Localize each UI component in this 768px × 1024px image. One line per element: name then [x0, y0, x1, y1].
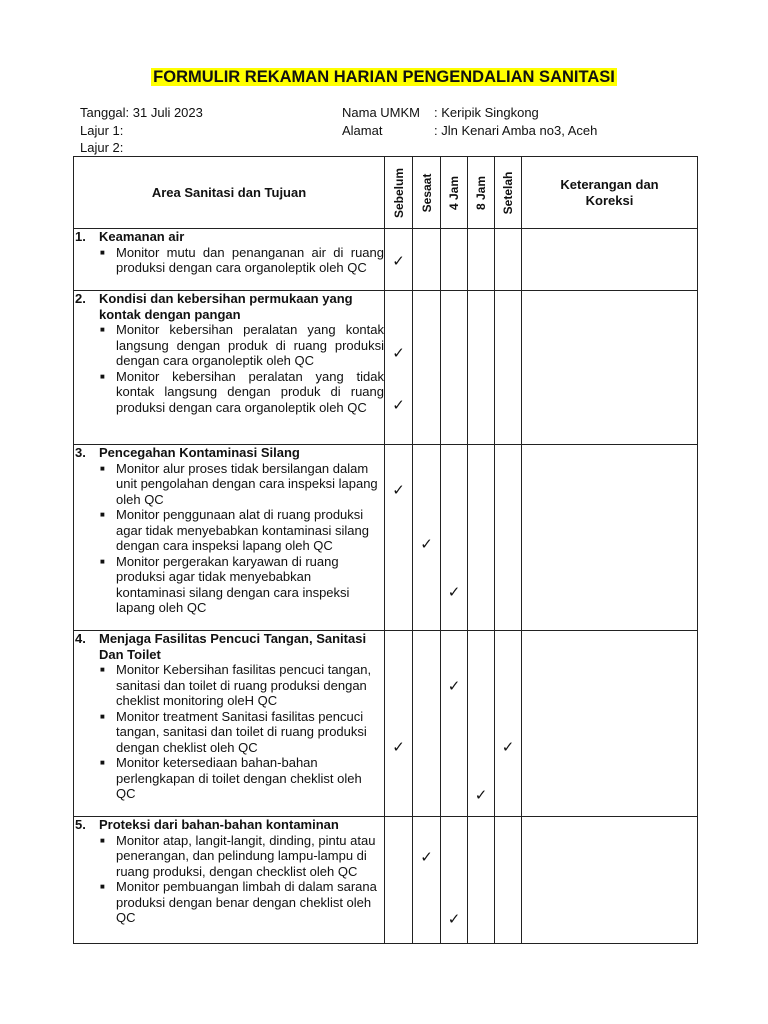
check-cell[interactable]	[441, 229, 468, 291]
check-cell[interactable]	[385, 817, 413, 944]
check-cell[interactable]	[441, 817, 468, 944]
check-cell[interactable]	[413, 229, 441, 291]
table-header-row	[74, 157, 698, 229]
list-item: Monitor alur proses tidak bersilangan dalam unit pengolahan dengan cara inspeksi lapang oleh QC	[116, 460, 378, 507]
check-cell[interactable]	[468, 291, 495, 445]
nama-umkm-label: Nama UMKM	[342, 105, 421, 120]
list-item: Monitor kebersihan peralatan yang kontak langsung dengan produk di ruang produksi dengan cara organoleptik oleh QC	[116, 322, 384, 368]
checkmark-icon: ✓	[447, 677, 461, 695]
tanggal-text: Tanggal: 31 Juli 2023	[80, 105, 203, 120]
list-item: Monitor penggunaan alat di ruang produksi agar tidak menyebabkan kontaminasi silang dengan cara inspeksi lapang oleh QC	[116, 507, 369, 553]
check-cell[interactable]	[385, 631, 413, 817]
section-5-title: Proteksi dari bahan-bahan kontaminan	[99, 817, 339, 832]
section-3-title: Pencegahan Kontaminasi Silang	[99, 445, 300, 460]
checkmark-icon: ✓	[392, 344, 405, 362]
list-item: Monitor Kebersihan fasilitas pencuci tangan, sanitasi dan toilet di ruang produksi dengan cheklist monitoring oleH QC	[116, 662, 372, 708]
check-cell[interactable]	[495, 229, 522, 291]
check-cell[interactable]	[413, 445, 441, 631]
table-row	[74, 445, 698, 631]
col-8jam-header: 8 Jam	[468, 157, 495, 229]
keterangan-cell[interactable]	[522, 445, 698, 631]
check-cell[interactable]	[413, 291, 441, 445]
check-cell[interactable]	[385, 445, 413, 631]
list-item: Monitor atap, langit-langit, dinding, pintu atau penerangan, dan pelindung lampu-lampu di ruang produksi, dengan checklist oleh QC	[116, 832, 376, 879]
section-4-desc: 4. Menjaga Fasilitas Pencuci Tangan, Sanitasi Dan Toilet ■ Monitor Kebersihan fasilitas pencuci tangan, sanitasi dan toilet di ruang produksi dengan cheklist monitoring oleH QC ■ Monitor treatment Sanitasi fasilitas pencuci tangan, sanitasi dan toilet di ruang produksi dengan cheklist oleh QC ■ Monitor ketersediaan bahan-bahan perlengkapan di toilet dengan cheklist oleh QC	[74, 631, 385, 817]
check-cell[interactable]	[495, 291, 522, 445]
list-item: Monitor ketersediaan bahan-bahan perlengkapan di toilet dengan cheklist oleh QC	[116, 755, 362, 801]
checkmark-icon: ✓	[447, 583, 461, 601]
check-cell[interactable]	[385, 291, 413, 445]
checkmark-icon: ✓	[420, 535, 433, 553]
section-4-title: Menjaga Fasilitas Pencuci Tangan, Sanitasi Dan Toilet	[99, 631, 367, 662]
check-cell[interactable]	[495, 817, 522, 944]
section-1-title: Keamanan air	[99, 229, 185, 244]
section-5-desc: 5. Proteksi dari bahan-bahan kontaminan ■ Monitor atap, langit-langit, dinding, pintu atau penerangan, dan pelindung lampu-lampu di ruang produksi, dengan checklist oleh QC ■ Monitor pembuangan limbah di dalam sarana produksi dengan benar dengan cheklist oleh QC	[74, 817, 385, 944]
keterangan-cell[interactable]	[522, 291, 698, 445]
checkmark-icon: ✓	[392, 396, 405, 414]
keterangan-cell[interactable]	[522, 631, 698, 817]
col-sebelum-header: Sebelum	[385, 157, 413, 229]
checkmark-icon: ✓	[501, 738, 515, 756]
sanitation-table	[73, 156, 698, 944]
checkmark-icon: ✓	[392, 252, 405, 270]
alamat-label: Alamat	[342, 123, 383, 138]
section-1-desc: 1. Keamanan air ■ Monitor mutu dan penanganan air di ruang produksi dengan cara organoleptik oleh QC	[74, 229, 385, 291]
check-cell[interactable]	[495, 445, 522, 631]
checkmark-icon: ✓	[392, 738, 405, 756]
nama-umkm-value: : Keripik Singkong	[434, 105, 539, 120]
list-item: Monitor treatment Sanitasi fasilitas pencuci tangan, sanitasi dan toilet di ruang produksi dengan cheklist oleh QC	[116, 708, 367, 755]
check-cell[interactable]	[441, 631, 468, 817]
col-keterangan-header: Keterangan dan Koreksi	[522, 157, 698, 229]
alamat-value: : Jln Kenari Amba no3, Aceh	[434, 123, 598, 138]
table-row	[74, 291, 698, 445]
check-cell[interactable]	[468, 817, 495, 944]
form-title: FORMULIR REKAMAN HARIAN PENGENDALIAN SANITASI	[153, 68, 615, 86]
checkmark-icon: ✓	[447, 910, 461, 928]
section-2-title: Kondisi dan kebersihan permukaan yang kontak dengan pangan	[99, 291, 353, 322]
checkmark-icon: ✓	[392, 481, 405, 499]
table-row	[74, 631, 698, 817]
list-item: Monitor mutu dan penanganan air di ruang produksi dengan cara organoleptik oleh QC	[116, 244, 384, 275]
col-4jam-header: 4 Jam	[441, 157, 468, 229]
keterangan-cell[interactable]	[522, 817, 698, 944]
check-cell[interactable]	[413, 631, 441, 817]
check-cell[interactable]	[441, 291, 468, 445]
keterangan-cell[interactable]	[522, 229, 698, 291]
list-item: Monitor pergerakan karyawan di ruang produksi agar tidak menyebabkan kontaminasi silang dengan cara inspeksi lapang oleh QC	[116, 553, 350, 615]
list-item: Monitor pembuangan limbah di dalam sarana produksi dengan benar dengan cheklist oleh QC	[116, 879, 377, 925]
lajur2-text: Lajur 2:	[80, 140, 124, 155]
lajur1-text: Lajur 1:	[80, 123, 124, 138]
checkmark-icon: ✓	[420, 848, 433, 866]
col-setelah-header: Setelah	[495, 157, 522, 229]
check-cell[interactable]	[385, 229, 413, 291]
form-title-wrap	[0, 68, 768, 87]
section-3-desc: 3. Pencegahan Kontaminasi Silang ■ Monitor alur proses tidak bersilangan dalam unit pengolahan dengan cara inspeksi lapang oleh QC ■ Monitor penggunaan alat di ruang produksi agar tidak menyebabkan kontaminasi silang dengan cara inspeksi lapang oleh QC ■ Monitor pergerakan karyawan di ruang produksi agar tidak menyebabkan kontaminasi silang dengan cara inspeksi lapang oleh QC	[74, 445, 385, 631]
check-cell[interactable]	[468, 229, 495, 291]
col-sesaat-header: Sesaat	[413, 157, 441, 229]
list-item: Monitor kebersihan peralatan yang tidak kontak langsung dengan produk di ruang produksi dengan cara organoleptik oleh QC	[116, 368, 384, 415]
check-cell[interactable]	[468, 445, 495, 631]
section-2-desc: 2. Kondisi dan kebersihan permukaan yang kontak dengan pangan ■ Monitor kebersihan peralatan yang kontak langsung dengan produk di ruang produksi dengan cara organoleptik oleh QC ■ Monitor kebersihan peralatan yang tidak kontak langsung dengan produk di ruang produksi dengan cara organoleptik oleh QC	[74, 291, 385, 445]
check-cell[interactable]	[441, 445, 468, 631]
check-cell[interactable]	[468, 631, 495, 817]
check-cell[interactable]	[413, 817, 441, 944]
table-row	[74, 817, 698, 944]
table-row	[74, 229, 698, 291]
checkmark-icon: ✓	[474, 786, 488, 804]
check-cell[interactable]	[495, 631, 522, 817]
col-area-header: Area Sanitasi dan Tujuan	[74, 157, 385, 229]
